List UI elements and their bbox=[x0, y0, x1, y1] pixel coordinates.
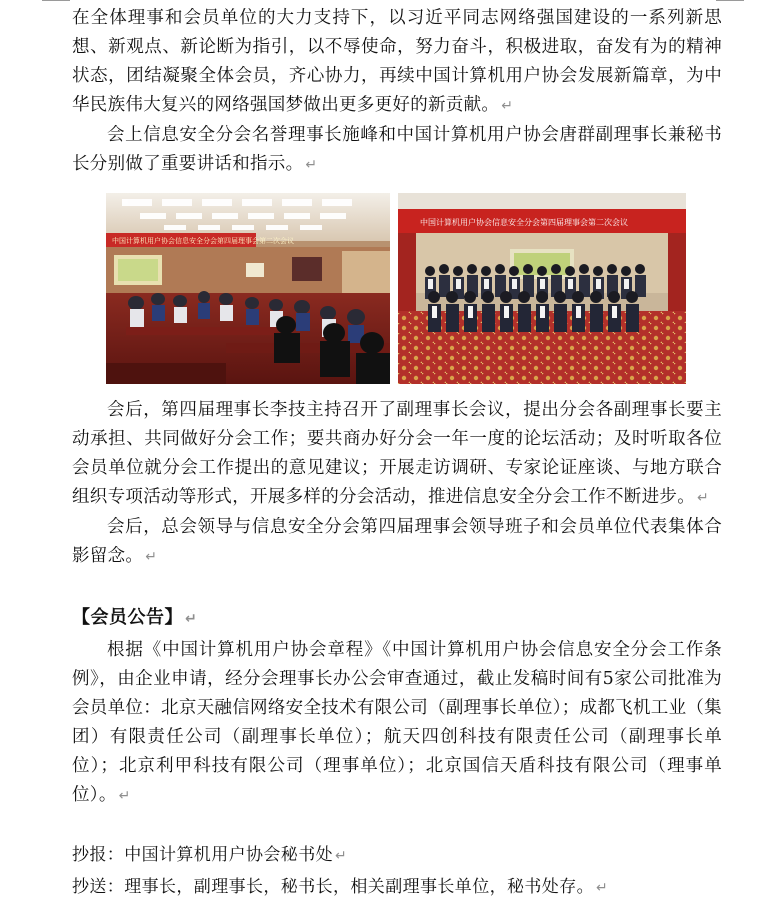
group-photo bbox=[398, 193, 686, 384]
copy-line-text: 抄送：理事长，副理事长，秘书长，相关副理事长单位，秘书处存。 bbox=[72, 877, 594, 897]
intro-paragraph-text: 在全体理事和会员单位的大力支持下，以习近平同志网络强国建设的一系列新思想、新观点、新论断为指引，以不辱使命，努力奋斗，积极进取，奋发有为的精神状态，团结凝聚全体会员，齐心协力，再续中国计算机用户协会发展新篇章，为中华民族伟大复兴的网络强国梦做出更多更好的新贡献。 bbox=[72, 8, 722, 115]
meeting-hall-photo-image bbox=[106, 193, 390, 384]
paragraph-mark: ↵ bbox=[305, 157, 318, 173]
left-banner-text: 中国计算机用户协会信息安全分会第四届理事会第二次会议 bbox=[112, 237, 294, 245]
member-notice-block bbox=[72, 636, 722, 811]
speech-paragraph bbox=[72, 121, 722, 180]
right-banner-text: 中国计算机用户协会信息安全分会第四届理事会第二次会议 bbox=[420, 218, 628, 227]
meeting-hall-photo bbox=[106, 193, 390, 384]
paragraph-mark: ↵ bbox=[118, 788, 131, 804]
member-notice-heading bbox=[72, 603, 197, 629]
intro-paragraph bbox=[72, 4, 722, 121]
report-line bbox=[72, 840, 347, 865]
paragraph-mark: ↵ bbox=[501, 98, 514, 114]
copy-line bbox=[72, 872, 608, 897]
paragraph-mark: ↵ bbox=[335, 848, 348, 864]
crop-mark-left bbox=[42, 0, 70, 1]
paragraph-mark: ↵ bbox=[697, 490, 710, 506]
group-photo-paragraph-text: 会后，总会领导与信息安全分会第四届理事会领导班子和会员单位代表集体合影留念。 bbox=[72, 517, 722, 566]
vice-meeting-paragraph-text: 会后，第四届理事长李技主持召开了副理事长会议，提出分会各副理事长要主动承担、共同做好分会工作；要共商办好分会一年一度的论坛活动；及时听取各位会员单位就分会工作提出的意见建议；开展走访调研、专家论证座谈、与地方联合组织专项活动等形式，开展多样的分会活动，推进信息安全分会工作不断进步。 bbox=[72, 400, 722, 507]
group-photo-image bbox=[398, 193, 686, 384]
speech-paragraph-text: 会上信息安全分会名誉理事长施峰和中国计算机用户协会唐群副理事长兼秘书长分别做了重要讲话和指示。 bbox=[72, 125, 722, 174]
intro-block bbox=[72, 4, 722, 180]
member-notice-body: 根据《中国计算机用户协会章程》《中国计算机用户协会信息安全分会工作条例》，由企业申请，经分会理事长办公会审查通过，截止发稿时间有5家公司批准为会员单位：北京天融信网络安全技术有限公司（副理事长单位）；成都飞机工业（集团）有限责任公司（副理事长单位）；航天四创科技有限责任公司（副理事长单位）；北京利甲科技有限公司（理事单位）；北京国信天盾科技有限公司（理事单位）。 bbox=[72, 640, 722, 805]
paragraph-mark: ↵ bbox=[145, 549, 158, 565]
group-photo-paragraph bbox=[72, 513, 722, 572]
report-line-text: 抄报：中国计算机用户协会秘书处 bbox=[72, 845, 333, 865]
member-notice-paragraph bbox=[72, 636, 722, 811]
crop-mark-right bbox=[716, 0, 744, 1]
paragraph-mark: ↵ bbox=[185, 611, 198, 627]
member-notice-title: 【会员公告】 bbox=[72, 607, 183, 628]
vice-meeting-paragraph bbox=[72, 396, 722, 513]
after-meeting-block bbox=[72, 396, 722, 572]
paragraph-mark: ↵ bbox=[596, 880, 609, 896]
